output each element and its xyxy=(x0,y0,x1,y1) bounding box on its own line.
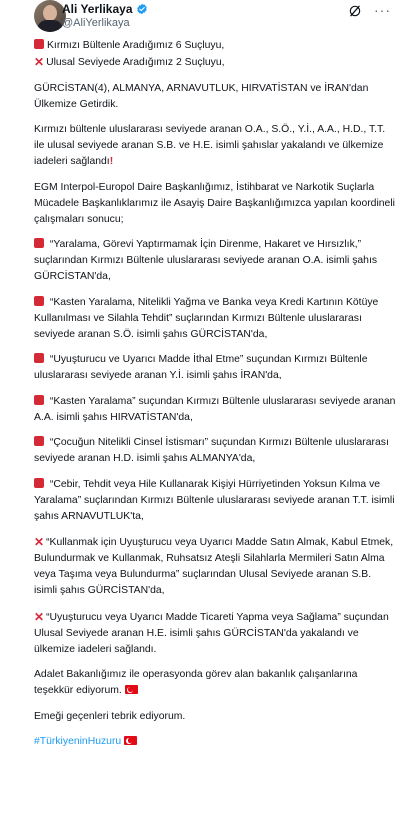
hashtag-line xyxy=(34,734,396,750)
list-item-text: “Kasten Yaralama” suçundan Kırmızı Bültenle uluslararası seviyede aranan A.A. isimli şahıs HIRVATİSTAN'da, xyxy=(34,395,396,423)
list-item-text: “Kasten Yaralama, Nitelikli Yağma ve Banka veya Kredi Kartının Kötüye Kullanılması ve Silahla Tehdit” suçlarından Kırmızı Bültenle uluslararası seviyede aranan S.Ö. isimli şahıs GÜRCİSTAN'da, xyxy=(34,296,379,340)
list-item xyxy=(34,477,396,525)
list-item-text: “Cebir, Tehdit veya Hile Kullanarak Kişiyi Hürriyetinden Yoksun Kılma ve Yaralama” suçlarından Kırmızı Bültenle uluslararası seviyede aranan T.T. isimli şahıs ARNAVUTLUK'ta, xyxy=(34,478,395,522)
intro-line-national: Ulusal Seviyede Aradığımız 2 Suçluyu, xyxy=(46,57,225,68)
more-options-icon[interactable]: ··· xyxy=(374,2,391,18)
turkey-flag-icon xyxy=(125,685,138,694)
list-item-text: “Kullanmak için Uyuşturucu veya Uyarıcı Madde Satın Almak, Kabul Etmek, Bulundurmak ve Kullanmak, Ruhsatsız Ateşli Silahlarla Mermileri Satın Alma veya Taşıma veya Bulundurma” suçlarından Ulusal Seviyede aranan S.B. isimli şahıs GÜRCİSTAN'da, xyxy=(34,537,394,596)
author-name[interactable]: Ali Yerlikaya xyxy=(62,2,133,16)
post-body xyxy=(34,38,396,760)
exclamation-icon: ! xyxy=(109,156,114,167)
red-square-icon xyxy=(34,353,44,363)
cross-mark-icon: ✕ xyxy=(34,535,45,549)
thanks-text: Adalet Bakanlığımız ile operasyonda görev alan bakanlık çalışanlarına teşekkür ediyorum. xyxy=(34,669,358,696)
avatar-face xyxy=(43,5,57,21)
list-item xyxy=(34,609,396,658)
list-item xyxy=(34,295,396,343)
departments-paragraph: EGM Interpol-Europol Daire Başkanlığımız, İstihbarat ve Narkotik Suçlarla Mücadele Başkanlıklarımız ile Asayiş Daire Başkanlığımızca yapılan koordineli çalışmaları sonucu; xyxy=(34,181,395,225)
congrats-paragraph: Emeği geçenleri tebrik ediyorum. xyxy=(34,710,186,722)
red-square-icon xyxy=(34,238,44,248)
author-handle[interactable]: @AliYerlikaya xyxy=(62,17,130,29)
list-item xyxy=(34,237,396,285)
post-header xyxy=(0,0,408,40)
list-item xyxy=(34,534,396,599)
post-intro xyxy=(34,38,396,71)
avatar-suit xyxy=(37,20,63,32)
list-item-text: “Uyuşturucu veya Uyarıcı Madde Ticareti Yapma veya Sağlama” suçundan Ulusal Seviyede aranan H.E. isimli şahıs GÜRCİSTAN'da yakalandı ve ülkemize iadeleri sağlandı. xyxy=(34,611,389,655)
countries-paragraph: GÜRCİSTAN(4), ALMANYA, ARNAVUTLUK, HIRVATİSTAN ve İRAN'dan Ülkemize Getirdik. xyxy=(34,82,369,110)
red-square-icon xyxy=(34,478,44,488)
list-item xyxy=(34,352,396,384)
list-item-text: “Yaralama, Görevi Yaptırmamak İçin Direnme, Hakaret ve Hırsızlık,” suçlarından Kırmızı Bültenle uluslararası seviyede aranan O.A. isimli şahıs GÜRCİSTAN'da, xyxy=(34,239,378,282)
author-name-line[interactable] xyxy=(62,2,148,16)
hashtag-link[interactable]: #TürkiyeninHuzuru xyxy=(34,736,122,747)
turkey-flag-icon xyxy=(124,736,137,745)
red-square-icon xyxy=(34,296,44,306)
intro-line-red-notice: Kırmızı Bültenle Aradığımız 6 Suçluyu, xyxy=(47,40,225,51)
suspects-text: Kırmızı bültenle uluslararası seviyede aranan O.A., S.Ö., Y.İ., A.A., H.D., T.T. ile ulusal seviyede aranan S.B. ve H.E. isimli şahıslar yakalandı ve ülkemize iadeleri sağlandı xyxy=(34,124,386,167)
suspects-paragraph xyxy=(34,122,396,170)
list-item-text: “Uyuşturucu ve Uyarıcı Madde İthal Etme” suçundan Kırmızı Bültenle uluslararası seviyede aranan Y.İ. isimli şahıs İRAN'da, xyxy=(34,354,368,381)
grok-icon[interactable] xyxy=(348,4,362,18)
list-item-text: “Çocuğun Nitelikli Cinsel İstismarı” suçundan Kırmızı Bültenle uluslararası seviyede aranan H.D. isimli şahıs ALMANYA'da, xyxy=(34,437,389,464)
list-item xyxy=(34,394,396,426)
thanks-paragraph xyxy=(34,667,396,699)
cross-mark-icon: ✕ xyxy=(34,609,45,624)
red-square-icon xyxy=(34,39,44,49)
verified-badge-icon xyxy=(136,3,148,15)
red-square-icon xyxy=(34,436,44,446)
cross-mark-icon: ✕ xyxy=(34,55,45,69)
red-square-icon xyxy=(34,395,44,405)
list-item xyxy=(34,435,396,467)
